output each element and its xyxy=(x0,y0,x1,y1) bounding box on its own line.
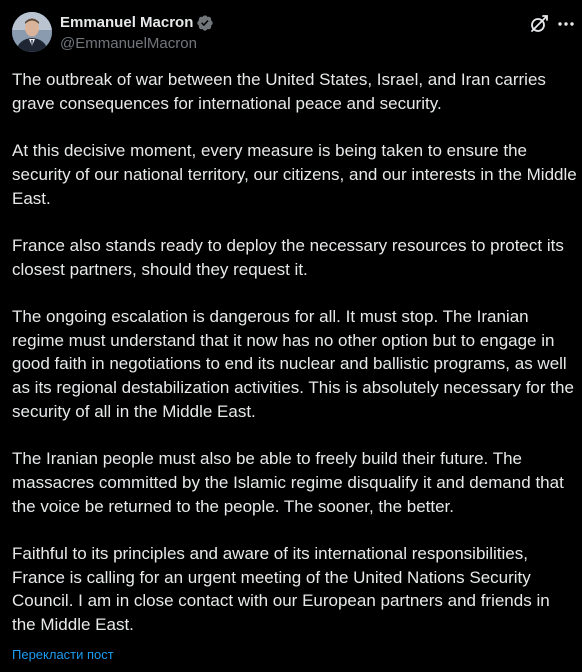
post-paragraph: The ongoing escalation is dangerous for all. It must stop. The Iranian regime must understand that it now has no other option but to engage in good faith in negotiations to end its nuclear and ballistic programs, as well as its regional destabilization activities. This is absolutely necessary for the security of all in the Middle East. xyxy=(12,307,579,421)
post-paragraph: The outbreak of war between the United States, Israel, and Iran carries grave consequences for international peace and security. xyxy=(12,70,551,113)
avatar[interactable] xyxy=(12,12,52,52)
post-paragraph: The Iranian people must also be able to freely build their future. The massacres committed by the Islamic regime disqualify it and demand that the voice be returned to the people. The sooner, the better. xyxy=(12,449,569,516)
grok-button[interactable] xyxy=(527,12,551,36)
post-paragraph: At this decisive moment, every measure is being taken to ensure the security of our national territory, our citizens, and our interests in the Middle East. xyxy=(12,141,582,208)
name-row xyxy=(60,12,214,34)
post-paragraph: Faithful to its principles and aware of its international responsibilities, France is calling for an urgent meeting of the United Nations Security Council. I am in close contact with our European partners and friends in the Middle East. xyxy=(12,544,555,635)
grok-icon xyxy=(527,12,551,36)
post-paragraph: France also stands ready to deploy the necessary resources to protect its closest partners, should they request it. xyxy=(12,235,569,279)
post-text xyxy=(12,68,582,637)
more-options-icon xyxy=(556,12,576,36)
display-name[interactable]: Emmanuel Macron xyxy=(60,14,194,31)
translate-post-link[interactable]: Перекласти пост xyxy=(12,647,114,662)
profile-photo-icon xyxy=(12,12,52,52)
author-info xyxy=(60,12,214,54)
handle[interactable]: @EmmanuelMacron xyxy=(60,35,197,52)
verified-badge-icon[interactable] xyxy=(196,14,214,32)
more-options-button[interactable] xyxy=(556,12,576,36)
